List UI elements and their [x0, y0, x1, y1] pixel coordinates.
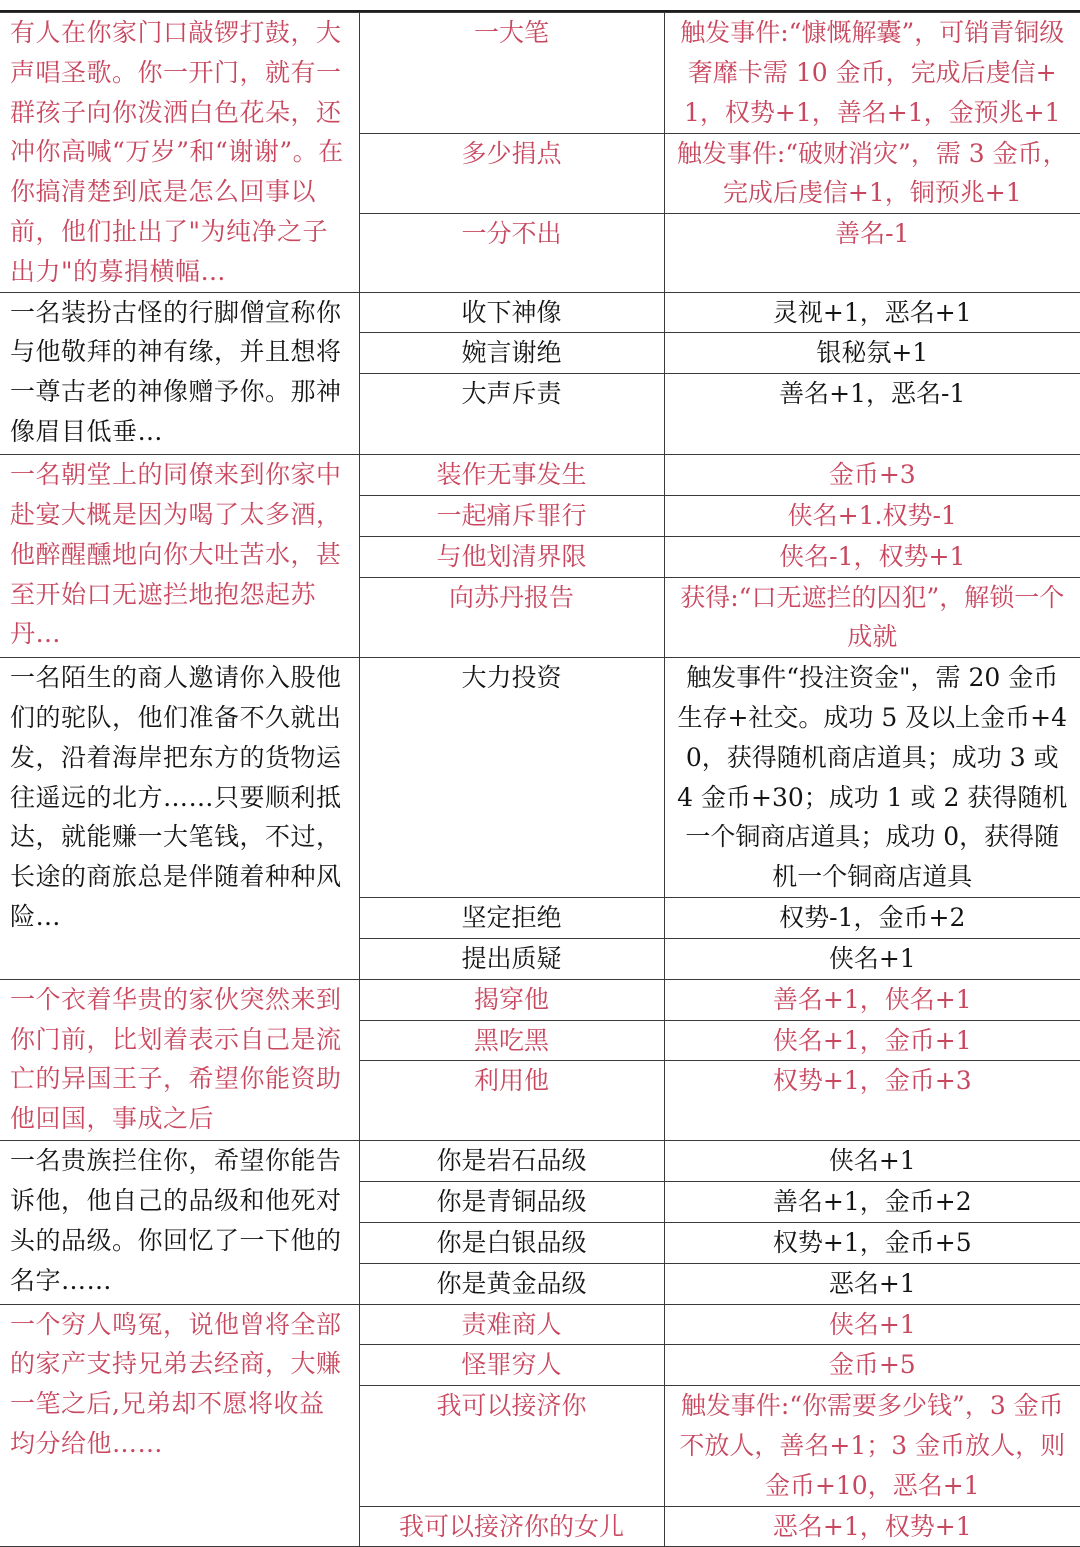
- result-cell: 恶名+1: [664, 1263, 1080, 1304]
- event-description: 有人在你家门口敲锣打鼓，大声唱圣歌。你一开门，就有一群孩子向你泼洒白色花朵，还冲你高喊“万岁”和“谢谢”。在你搞清楚到底是怎么回事以前，他们扯出了"为纯净之子出力"的募捐横幅…: [0, 13, 359, 293]
- choice-cell: 装作无事发生: [359, 455, 664, 496]
- result-cell: 权势+1，金币+3: [664, 1061, 1080, 1141]
- choice-cell: 与他划清界限: [359, 536, 664, 577]
- result-cell: 触发事件:“慷慨解囊”，可销青铜级奢靡卡需 10 金币，完成后虔信+1，权势+1，善名+1，金预兆+1: [664, 13, 1080, 134]
- result-cell: 善名+1，恶名-1: [664, 374, 1080, 455]
- choice-cell: 你是青铜品级: [359, 1182, 664, 1223]
- table-row: [0, 292, 1080, 333]
- choice-cell: 揭穿他: [359, 979, 664, 1020]
- choice-cell: 你是白银品级: [359, 1222, 664, 1263]
- result-cell: 金币+5: [664, 1345, 1080, 1386]
- event-description: 一名陌生的商人邀请你入股他们的驼队，他们准备不久就出发，沿着海岸把东方的货物运往遥远的北方……只要顺利抵达，就能赚一大笔钱，不过，长途的商旅总是伴随着种种风险…: [0, 658, 359, 980]
- choice-cell: 责难商人: [359, 1304, 664, 1345]
- top-border: [0, 0, 1080, 12]
- result-cell: 权势+1，金币+5: [664, 1222, 1080, 1263]
- result-cell: 侠名+1，金币+1: [664, 1020, 1080, 1061]
- choice-cell: 你是黄金品级: [359, 1263, 664, 1304]
- result-cell: 侠名+1: [664, 938, 1080, 979]
- result-cell: 善名+1，侠名+1: [664, 979, 1080, 1020]
- event-description: 一个穷人鸣冤，说他曾将全部的家产支持兄弟去经商，大赚一笔之后,兄弟却不愿将收益均分给他……: [0, 1304, 359, 1547]
- event-table: [0, 12, 1080, 1547]
- choice-cell: 收下神像: [359, 292, 664, 333]
- result-cell: 侠名+1: [664, 1141, 1080, 1182]
- choice-cell: 婉言谢绝: [359, 333, 664, 374]
- result-cell: 银秘氛+1: [664, 333, 1080, 374]
- choice-cell: 一大笔: [359, 13, 664, 134]
- choice-cell: 多少捐点: [359, 133, 664, 214]
- event-description: 一个衣着华贵的家伙突然来到你门前，比划着表示自己是流亡的异国王子，希望你能资助他回国，事成之后: [0, 979, 359, 1141]
- event-description: 一名贵族拦住你，希望你能告诉他，他自己的品级和他死对头的品级。你回忆了一下他的名字……: [0, 1141, 359, 1304]
- choice-cell: 大力投资: [359, 658, 664, 898]
- choice-cell: 一起痛斥罪行: [359, 495, 664, 536]
- table-row: [0, 658, 1080, 898]
- choice-cell: 怪罪穷人: [359, 1345, 664, 1386]
- choice-cell: 坚定拒绝: [359, 898, 664, 939]
- result-cell: 权势-1，金币+2: [664, 898, 1080, 939]
- table-row: [0, 979, 1080, 1020]
- result-cell: 触发事件:“破财消灾”，需 3 金币，完成后虔信+1，铜预兆+1: [664, 133, 1080, 214]
- result-cell: 恶名+1，权势+1: [664, 1506, 1080, 1547]
- result-cell: 触发事件:“你需要多少钱”，3 金币不放人，善名+1；3 金币放人，则金币+10，恶名+1: [664, 1386, 1080, 1506]
- choice-cell: 我可以接济你: [359, 1386, 664, 1506]
- choice-cell: 利用他: [359, 1061, 664, 1141]
- event-description: 一名朝堂上的同僚来到你家中赴宴大概是因为喝了太多酒，他醉醒醺地向你大吐苦水，甚至开始口无遮拦地抱怨起苏丹…: [0, 455, 359, 658]
- result-cell: 善名-1: [664, 214, 1080, 292]
- result-cell: 侠名+1.权势-1: [664, 495, 1080, 536]
- table-row: [0, 455, 1080, 496]
- result-cell: 灵视+1，恶名+1: [664, 292, 1080, 333]
- choice-cell: 黑吃黑: [359, 1020, 664, 1061]
- result-cell: 侠名+1: [664, 1304, 1080, 1345]
- event-description: 一名装扮古怪的行脚僧宣称你与他敬拜的神有缘，并且想将一尊古老的神像赠予你。那神像眉目低垂…: [0, 292, 359, 455]
- choice-cell: 向苏丹报告: [359, 577, 664, 658]
- choice-cell: 大声斥责: [359, 374, 664, 455]
- choice-cell: 提出质疑: [359, 938, 664, 979]
- table-row: [0, 13, 1080, 134]
- result-cell: 获得:“口无遮拦的囚犯”，解锁一个成就: [664, 577, 1080, 658]
- choice-cell: 一分不出: [359, 214, 664, 292]
- table-row: [0, 1304, 1080, 1345]
- result-cell: 侠名-1，权势+1: [664, 536, 1080, 577]
- result-cell: 金币+3: [664, 455, 1080, 496]
- choice-cell: 我可以接济你的女儿: [359, 1506, 664, 1547]
- result-cell: 善名+1，金币+2: [664, 1182, 1080, 1223]
- table-row: [0, 1141, 1080, 1182]
- choice-cell: 你是岩石品级: [359, 1141, 664, 1182]
- result-cell: 触发事件“投注资金"，需 20 金币生存+社交。成功 5 及以上金币+40，获得随机商店道具；成功 3 或 4 金币+30；成功 1 或 2 获得随机一个铜商店道具；成功 0，获得随机一个铜商店道具: [664, 658, 1080, 898]
